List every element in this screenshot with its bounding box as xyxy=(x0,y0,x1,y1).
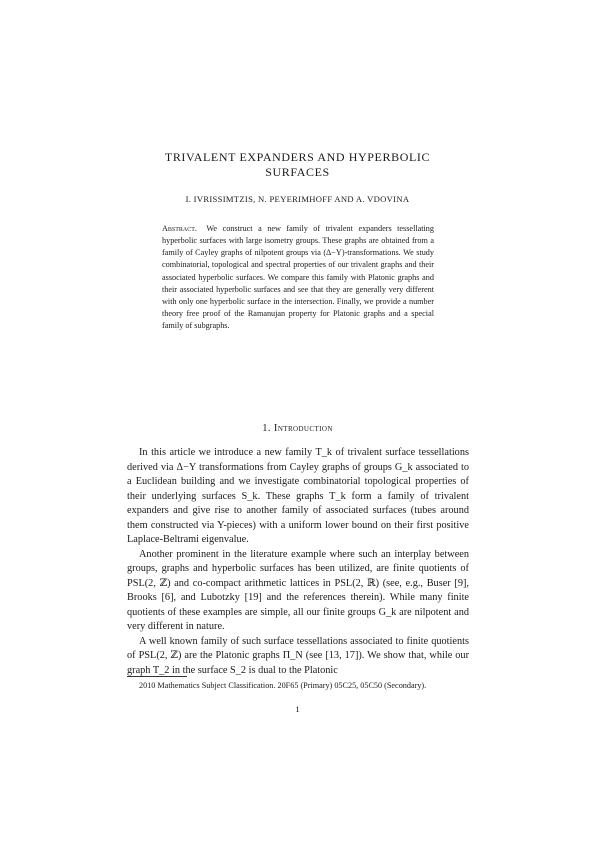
page-number: 1 xyxy=(295,704,300,714)
abstract-heading: Abstract. xyxy=(162,224,197,233)
section-heading xyxy=(100,423,495,434)
paragraph-2: Another prominent in the literature example where such an interplay between groups, graphs and hyperbolic surfaces has been utilized, are finite quotients of PSL(2, ℤ) and co-compact arithmetic lattices in PSL(2, ℝ) (see, e.g., Buser [9], Brooks [6], and Lubotzky [19] and the references therein). While many finite quotients of these examples are simple, all our finite groups G_k are nilpotent and very different in nature. xyxy=(127,548,469,632)
title-line-2: SURFACES xyxy=(265,165,330,179)
paragraph-1: In this article we introduce a new family T_k of trivalent surface tessellations derived via Δ−Y transformations from Cayley graphs of groups G_k associated to a Euclidean building and we investigate combinatorial topological properties of their underlying surfaces S_k. These graphs T_k form a family of trivalent expanders and give rise to another family of associated surfaces (tubes around them constructed via Y-pieces) with a uniform lower bound on their first positive Laplace-Beltrami eigenvalue. xyxy=(127,447,469,545)
author-list: I. IVRISSIMTZIS, N. PEYERIMHOFF AND A. VDOVINA xyxy=(185,194,410,204)
section-number: 1. xyxy=(262,423,271,434)
introduction-body xyxy=(127,446,469,678)
paragraph-3: A well known family of such surface tessellations associated to finite quotients of PSL(2, ℤ) are the Platonic graphs Π_N (see [13, 17]). We show that, while our graph T_2 in the surface S_2 is dual to the Platonic xyxy=(127,635,469,676)
paper-title xyxy=(100,150,495,180)
section-title: Introduction xyxy=(273,423,333,434)
footnote: 2010 Mathematics Subject Classification. 20F65 (Primary) 05C25, 05C50 (Secondary). xyxy=(139,681,427,690)
footnote-rule xyxy=(127,676,187,677)
abstract-text: We construct a new family of trivalent expanders tessellating hyperbolic surfaces with large isometry groups. These graphs are obtained from a family of Cayley graphs of nilpotent groups via (Δ−Y)-transformations. We study combinatorial, topological and spectral properties of our trivalent graphs and their associated hyperbolic surfaces. We compare this family with Platonic graphs and their associated hyperbolic surfaces and see that they are generally very different with only one hyperbolic surface in the intersection. Finally, we provide a number theory free proof of the Ramanujan property for Platonic graphs and a special family of subgraphs. xyxy=(162,224,434,331)
abstract xyxy=(162,223,434,332)
title-line-1: TRIVALENT EXPANDERS AND HYPERBOLIC xyxy=(164,150,431,164)
